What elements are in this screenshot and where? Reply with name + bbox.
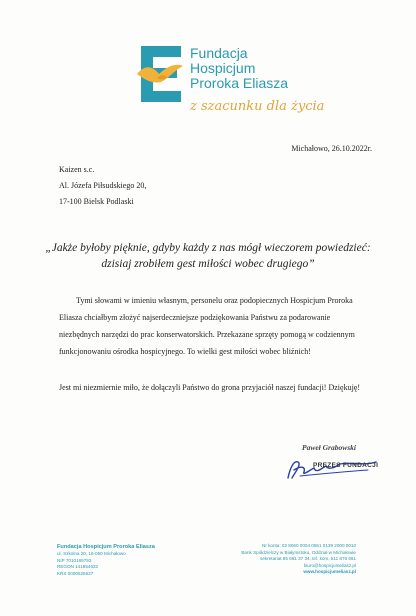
paragraph-line: Tymi słowami w imieniu własnym, personelu oraz podopiecznych Hospicjum Proroka bbox=[76, 296, 353, 305]
org-name-line: Proroka Eliasza bbox=[190, 75, 289, 91]
signer-name: Paweł Grabowski bbox=[302, 443, 356, 452]
footer-contact-details bbox=[241, 543, 356, 576]
footer-address: ul. Szkolna 20, 16-050 Michałowo bbox=[57, 551, 126, 556]
org-name-line: Fundacja bbox=[190, 45, 248, 61]
organization-name bbox=[190, 46, 288, 91]
tagline: z szacunku dla życia bbox=[190, 99, 325, 114]
org-name-line: Hospicjum bbox=[190, 60, 256, 76]
footer-bank-name: Bank Spółdzielczy w Białymstoku, Oddział w Michałowie bbox=[241, 549, 356, 555]
footer-email: biuro@hospicjumeliasz.pl bbox=[303, 562, 356, 568]
paragraph-line: Eliasza chciałbym złożyć najserdeczniejsze podziękowania Państwu za podarowanie bbox=[59, 313, 331, 322]
paragraph-closing: Jest mi niezmiernie miło, że dołączyli Państwo do grona przyjaciół naszej fundacji! Dziękuję! bbox=[59, 383, 361, 392]
paragraph-line: niezbędnych narzędzi do prac konserwatorskich. Przekazane sprzęty pomogą w codziennym bbox=[59, 330, 355, 339]
recipient-city: 17-100 Bielsk Podlaski bbox=[59, 197, 134, 206]
footer-regon: REGON 141854632 bbox=[57, 564, 99, 570]
recipient-street: Al. Józefa Piłsudskiego 20, bbox=[59, 181, 147, 190]
footer-org-name: Fundacja Hospicjum Proroka Eliasza bbox=[57, 544, 155, 550]
footer-nip: NIP 7010169793 bbox=[57, 557, 92, 563]
recipient-company: Kaizen s.c. bbox=[59, 165, 95, 174]
paragraph-line: funkcjonowaniu ośrodka hospicyjnego. To wielki gest miłości wobec bliźnich! bbox=[59, 347, 311, 356]
letter-date: Michałowo, 26.10.2022r. bbox=[291, 144, 372, 153]
footer-website: www.hospicjumeliasz.pl bbox=[303, 569, 356, 575]
footer-organization-details bbox=[57, 543, 155, 577]
footer-phone: sekretariat 85 661 37 34, tel. kom. 511 878 661 bbox=[260, 556, 356, 562]
letter-e-dove-logo bbox=[135, 44, 185, 104]
recipient-address bbox=[59, 162, 146, 210]
signer-role-stamp: PREZES FUNDACJI bbox=[313, 462, 379, 469]
footer-bank-account: Nr konta: 02 8060 0004 0551 0139 2000 0010 bbox=[262, 543, 356, 548]
quote-line: „Jakże byłoby pięknie, gdyby każdy z nas mógł wieczorem powiedzieć: bbox=[45, 242, 371, 254]
quote-line: dzisiaj zrobiłem gest miłości wobec drugiego” bbox=[101, 258, 315, 270]
letter-body bbox=[59, 292, 369, 396]
footer-krs: KRS 0000526637 bbox=[57, 570, 94, 576]
opening-quote bbox=[40, 240, 376, 272]
